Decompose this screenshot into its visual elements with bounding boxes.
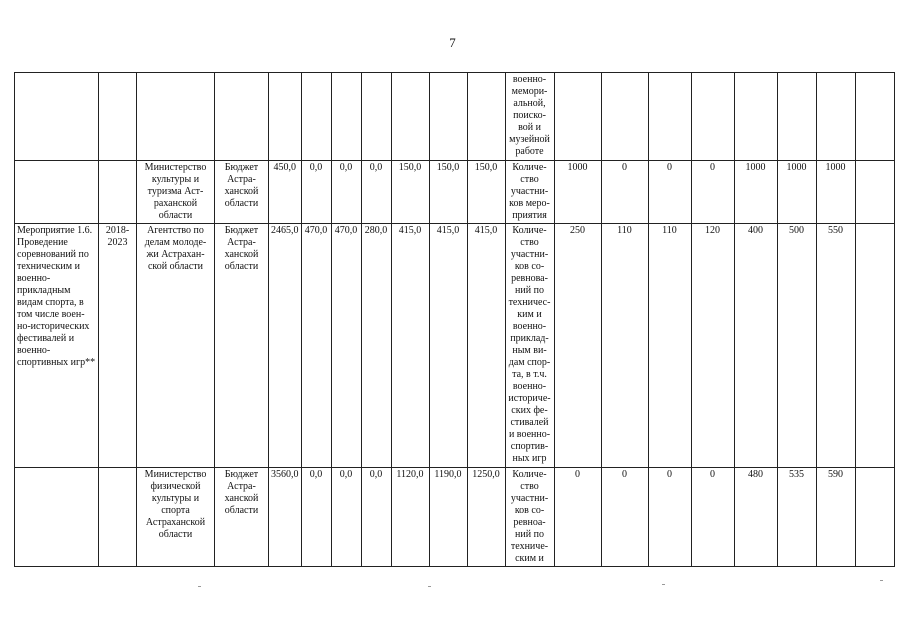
source-cell: Бюджет Астра-ханской области bbox=[215, 224, 269, 468]
amount-2019: 0,0 bbox=[331, 468, 361, 567]
amount-2020: 0,0 bbox=[361, 468, 391, 567]
source-cell: Бюджет Астра-ханской области bbox=[215, 161, 269, 224]
program-table bbox=[14, 72, 895, 567]
amount-2022: 1190,0 bbox=[429, 468, 467, 567]
period-cell bbox=[99, 161, 137, 224]
amount-total: 2465,0 bbox=[269, 224, 302, 468]
period-cell bbox=[99, 73, 137, 161]
amount-2022 bbox=[429, 73, 467, 161]
target-2021 bbox=[734, 73, 777, 161]
target-2020 bbox=[691, 73, 734, 161]
target-2019: 110 bbox=[648, 224, 691, 468]
amount-2021: 1120,0 bbox=[391, 468, 429, 567]
target-total: 1000 bbox=[554, 161, 601, 224]
target-2022: 1000 bbox=[777, 161, 816, 224]
amount-2022: 150,0 bbox=[429, 161, 467, 224]
amount-total bbox=[269, 73, 302, 161]
period-cell bbox=[99, 468, 137, 567]
amount-total: 3560,0 bbox=[269, 468, 302, 567]
target-2023: 550 bbox=[816, 224, 855, 468]
amount-2018: 0,0 bbox=[301, 468, 331, 567]
target-2023: 590 bbox=[816, 468, 855, 567]
extra-cell bbox=[855, 73, 894, 161]
executor-cell bbox=[137, 73, 215, 161]
table-row bbox=[15, 468, 895, 567]
source-cell bbox=[215, 73, 269, 161]
target-2022 bbox=[777, 73, 816, 161]
target-2019: 0 bbox=[648, 161, 691, 224]
target-2019: 0 bbox=[648, 468, 691, 567]
amount-2021: 415,0 bbox=[391, 224, 429, 468]
amount-2019: 0,0 bbox=[331, 161, 361, 224]
target-total: 250 bbox=[554, 224, 601, 468]
target-total bbox=[554, 73, 601, 161]
amount-2018 bbox=[301, 73, 331, 161]
target-total: 0 bbox=[554, 468, 601, 567]
indicator-cell: военно-мемори-альной, поиско-вой и музейной работе bbox=[505, 73, 554, 161]
target-2018 bbox=[601, 73, 648, 161]
target-2019 bbox=[648, 73, 691, 161]
target-2018: 110 bbox=[601, 224, 648, 468]
amount-2018: 470,0 bbox=[301, 224, 331, 468]
target-2023: 1000 bbox=[816, 161, 855, 224]
event-cell bbox=[15, 468, 99, 567]
amount-2023 bbox=[467, 73, 505, 161]
extra-cell bbox=[855, 161, 894, 224]
event-cell bbox=[15, 161, 99, 224]
target-2020: 0 bbox=[691, 468, 734, 567]
amount-total: 450,0 bbox=[269, 161, 302, 224]
amount-2019: 470,0 bbox=[331, 224, 361, 468]
extra-cell bbox=[855, 468, 894, 567]
table-row bbox=[15, 161, 895, 224]
executor-cell: Министерство культуры и туризма Аст-раханской области bbox=[137, 161, 215, 224]
executor-cell: Министерство физической культуры и спорта Астраханской области bbox=[137, 468, 215, 567]
amount-2023: 1250,0 bbox=[467, 468, 505, 567]
target-2021: 400 bbox=[734, 224, 777, 468]
indicator-cell: Количе-ство участни-ков меро-приятия bbox=[505, 161, 554, 224]
period-cell: 2018-2023 bbox=[99, 224, 137, 468]
amount-2020: 0,0 bbox=[361, 161, 391, 224]
extra-cell bbox=[855, 224, 894, 468]
amount-2021: 150,0 bbox=[391, 161, 429, 224]
target-2023 bbox=[816, 73, 855, 161]
executor-cell: Агентство по делам молоде-жи Астрахан-ской области bbox=[137, 224, 215, 468]
amount-2022: 415,0 bbox=[429, 224, 467, 468]
target-2018: 0 bbox=[601, 161, 648, 224]
target-2020: 0 bbox=[691, 161, 734, 224]
target-2021: 1000 bbox=[734, 161, 777, 224]
amount-2019 bbox=[331, 73, 361, 161]
amount-2020 bbox=[361, 73, 391, 161]
target-2022: 500 bbox=[777, 224, 816, 468]
amount-2023: 415,0 bbox=[467, 224, 505, 468]
event-cell: Мероприятие 1.6. Проведение соревнований по техническим и военно-прикладным видам спорта, в том числе воен-но-исторических фестивалей и военно-спортивных игр** bbox=[15, 224, 99, 468]
table-row bbox=[15, 73, 895, 161]
amount-2021 bbox=[391, 73, 429, 161]
amount-2023: 150,0 bbox=[467, 161, 505, 224]
amount-2020: 280,0 bbox=[361, 224, 391, 468]
target-2022: 535 bbox=[777, 468, 816, 567]
event-cell bbox=[15, 73, 99, 161]
source-cell: Бюджет Астра-ханской области bbox=[215, 468, 269, 567]
indicator-cell: Количе-ство участни-ков со-ревноа-ний по техниче-ским и bbox=[505, 468, 554, 567]
target-2018: 0 bbox=[601, 468, 648, 567]
table-row bbox=[15, 224, 895, 468]
target-2020: 120 bbox=[691, 224, 734, 468]
page-number: 7 bbox=[449, 35, 456, 50]
amount-2018: 0,0 bbox=[301, 161, 331, 224]
indicator-cell: Количе-ство участни-ков со-ревнова-ний по техничес-ким и военно-приклад-ным ви-дам спор-та, в т.ч. военно-историче-ских фе-стивалей и военно-спортив-ных игр bbox=[505, 224, 554, 468]
target-2021: 480 bbox=[734, 468, 777, 567]
